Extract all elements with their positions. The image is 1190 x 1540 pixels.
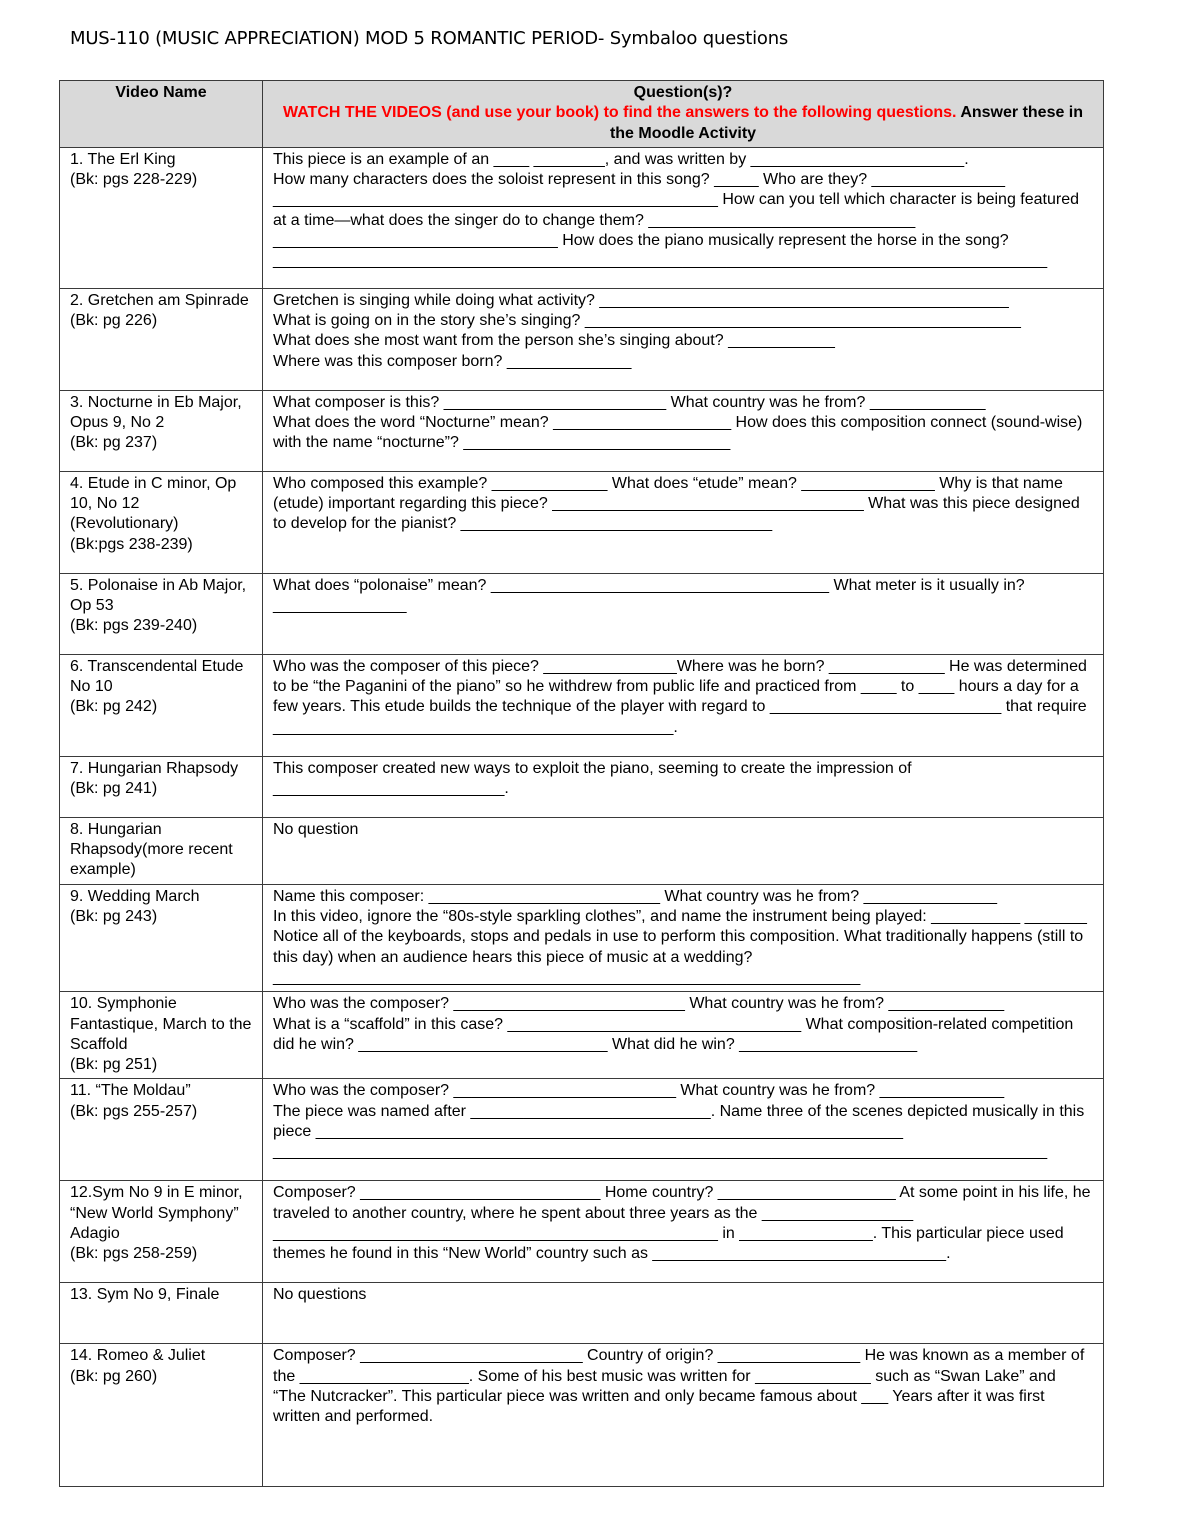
question-cell: Who composed this example? _____________ What does “etude” mean? _______________ Why is that name (etude) important regarding this piece? ___________________________________ What was this piece designed to develop for the pianist? ___________________________________	[263, 471, 1104, 573]
question-cell: This piece is an example of an ____ ________, and was written by ________________________. How many characters does the soloist represent in this song? _____ Who are they? _______________ __________________________________________________ How can you tell which character is being featured at a time—what does the singer do to change them? ______________________________ ________________________________ How does the piano musically represent the horse in the song? _______________________________________________________________________________________	[263, 147, 1104, 288]
video-name-cell: 9. Wedding March (Bk: pg 243)	[60, 884, 263, 991]
table-body	[60, 147, 1104, 1487]
table-row	[60, 1344, 1104, 1487]
video-name-cell: 1. The Erl King (Bk: pgs 228-229)	[60, 147, 263, 288]
table-row	[60, 756, 1104, 817]
video-name-cell: 3. Nocturne in Eb Major, Opus 9, No 2 (Bk: pg 237)	[60, 390, 263, 471]
question-cell: Gretchen is singing while doing what activity? ______________________________________________ What is going on in the story she’s singing? _________________________________________________ What does she most want from the person she’s singing about? ____________ Where was this composer born? ______________	[263, 288, 1104, 390]
question-cell: This composer created new ways to exploit the piano, seeming to create the impression of __________________________.	[263, 756, 1104, 817]
table-row	[60, 654, 1104, 756]
header-instruction-red: WATCH THE VIDEOS (and use your book) to find the answers to the following questions.	[282, 104, 957, 122]
video-name-cell: 10. Symphonie Fantastique, March to the Scaffold (Bk: pg 251)	[60, 992, 263, 1079]
video-name-cell: 7. Hungarian Rhapsody (Bk: pg 241)	[60, 756, 263, 817]
header-video-name: Video Name	[60, 81, 263, 148]
questions-table	[59, 80, 1104, 1487]
question-cell: What does “polonaise” mean? ______________________________________ What meter is it usually in? _______________	[263, 573, 1104, 654]
header-question-label: Question(s)?	[633, 84, 733, 101]
table-row	[60, 390, 1104, 471]
table-row	[60, 288, 1104, 390]
document-title: MUS-110 (MUSIC APPRECIATION) MOD 5 ROMANTIC PERIOD- Symbaloo questions	[70, 28, 789, 49]
table-row	[60, 573, 1104, 654]
header-instruction	[273, 103, 1093, 144]
header-instruction-black: Answer these in the Moodle Activity	[609, 104, 1084, 142]
question-cell: No question	[263, 817, 1104, 884]
table-row	[60, 147, 1104, 288]
header-questions	[263, 81, 1104, 148]
table-row	[60, 817, 1104, 884]
video-name-cell: 5. Polonaise in Ab Major, Op 53 (Bk: pgs 239-240)	[60, 573, 263, 654]
table-row	[60, 1181, 1104, 1283]
table-row	[60, 992, 1104, 1079]
table-row	[60, 884, 1104, 991]
video-name-cell: 11. “The Moldau” (Bk: pgs 255-257)	[60, 1079, 263, 1181]
question-cell: Who was the composer? __________________________ What country was he from? _____________ What is a “scaffold” in this case? _________________________________ What composition-related competition did he win? ____________________________ What did he win? ____________________	[263, 992, 1104, 1079]
question-cell: What composer is this? _________________________ What country was he from? _____________ What does the word “Nocturne” mean? ____________________ How does this composition connect (sound-wise) with the name “nocturne”? ______________________________	[263, 390, 1104, 471]
question-cell: Composer? ___________________________ Home country? ____________________ At some point in his life, he traveled to another country, where he spent about three years as the _________________ __________________________________________________ in _______________. This particular piece used themes he found in this “New World” country such as _________________________________.	[263, 1181, 1104, 1283]
table-row	[60, 1283, 1104, 1344]
question-cell: Who was the composer? _________________________ What country was he from? ______________ The piece was named after ___________________________. Name three of the scenes depicted musically in this piece __________________________________________________________________ _______________________________________________________________________________________	[263, 1079, 1104, 1181]
question-cell: Name this composer: __________________________ What country was he from? _______________ In this video, ignore the “80s-style sparkling clothes”, and name the instrument being played: __________ _______ Notice all of the keyboards, stops and pedals in use to perform this composition. What traditionally happens (still to this day) when an audience hears this piece of music at a wedding? __________________________________________________________________	[263, 884, 1104, 991]
video-name-cell: 4. Etude in C minor, Op 10, No 12 (Revolutionary) (Bk:pgs 238-239)	[60, 471, 263, 573]
table-row	[60, 471, 1104, 573]
table-row	[60, 1079, 1104, 1181]
video-name-cell: 13. Sym No 9, Finale	[60, 1283, 263, 1344]
question-cell: No questions	[263, 1283, 1104, 1344]
video-name-cell: 12.Sym No 9 in E minor, “New World Symphony” Adagio (Bk: pgs 258-259)	[60, 1181, 263, 1283]
question-cell: Who was the composer of this piece? _______________Where was he born? _____________ He was determined to be “the Paganini of the piano” so he withdrew from public life and practiced from ____ to ____ hours a day for a few years. This etude builds the technique of the player with regard to __________________________ that require _____________________________________________.	[263, 654, 1104, 756]
video-name-cell: 6. Transcendental Etude No 10 (Bk: pg 242)	[60, 654, 263, 756]
table-header-row	[60, 81, 1104, 148]
question-cell: Composer? _________________________ Country of origin? ________________ He was known as a member of the ___________________. Some of his best music was written for _____________ such as “Swan Lake” and “The Nutcracker”. This particular piece was written and only became famous about ___ Years after it was first written and performed.	[263, 1344, 1104, 1487]
video-name-cell: 2. Gretchen am Spinrade (Bk: pg 226)	[60, 288, 263, 390]
video-name-cell: 14. Romeo & Juliet (Bk: pg 260)	[60, 1344, 263, 1487]
video-name-cell: 8. Hungarian Rhapsody(more recent example)	[60, 817, 263, 884]
